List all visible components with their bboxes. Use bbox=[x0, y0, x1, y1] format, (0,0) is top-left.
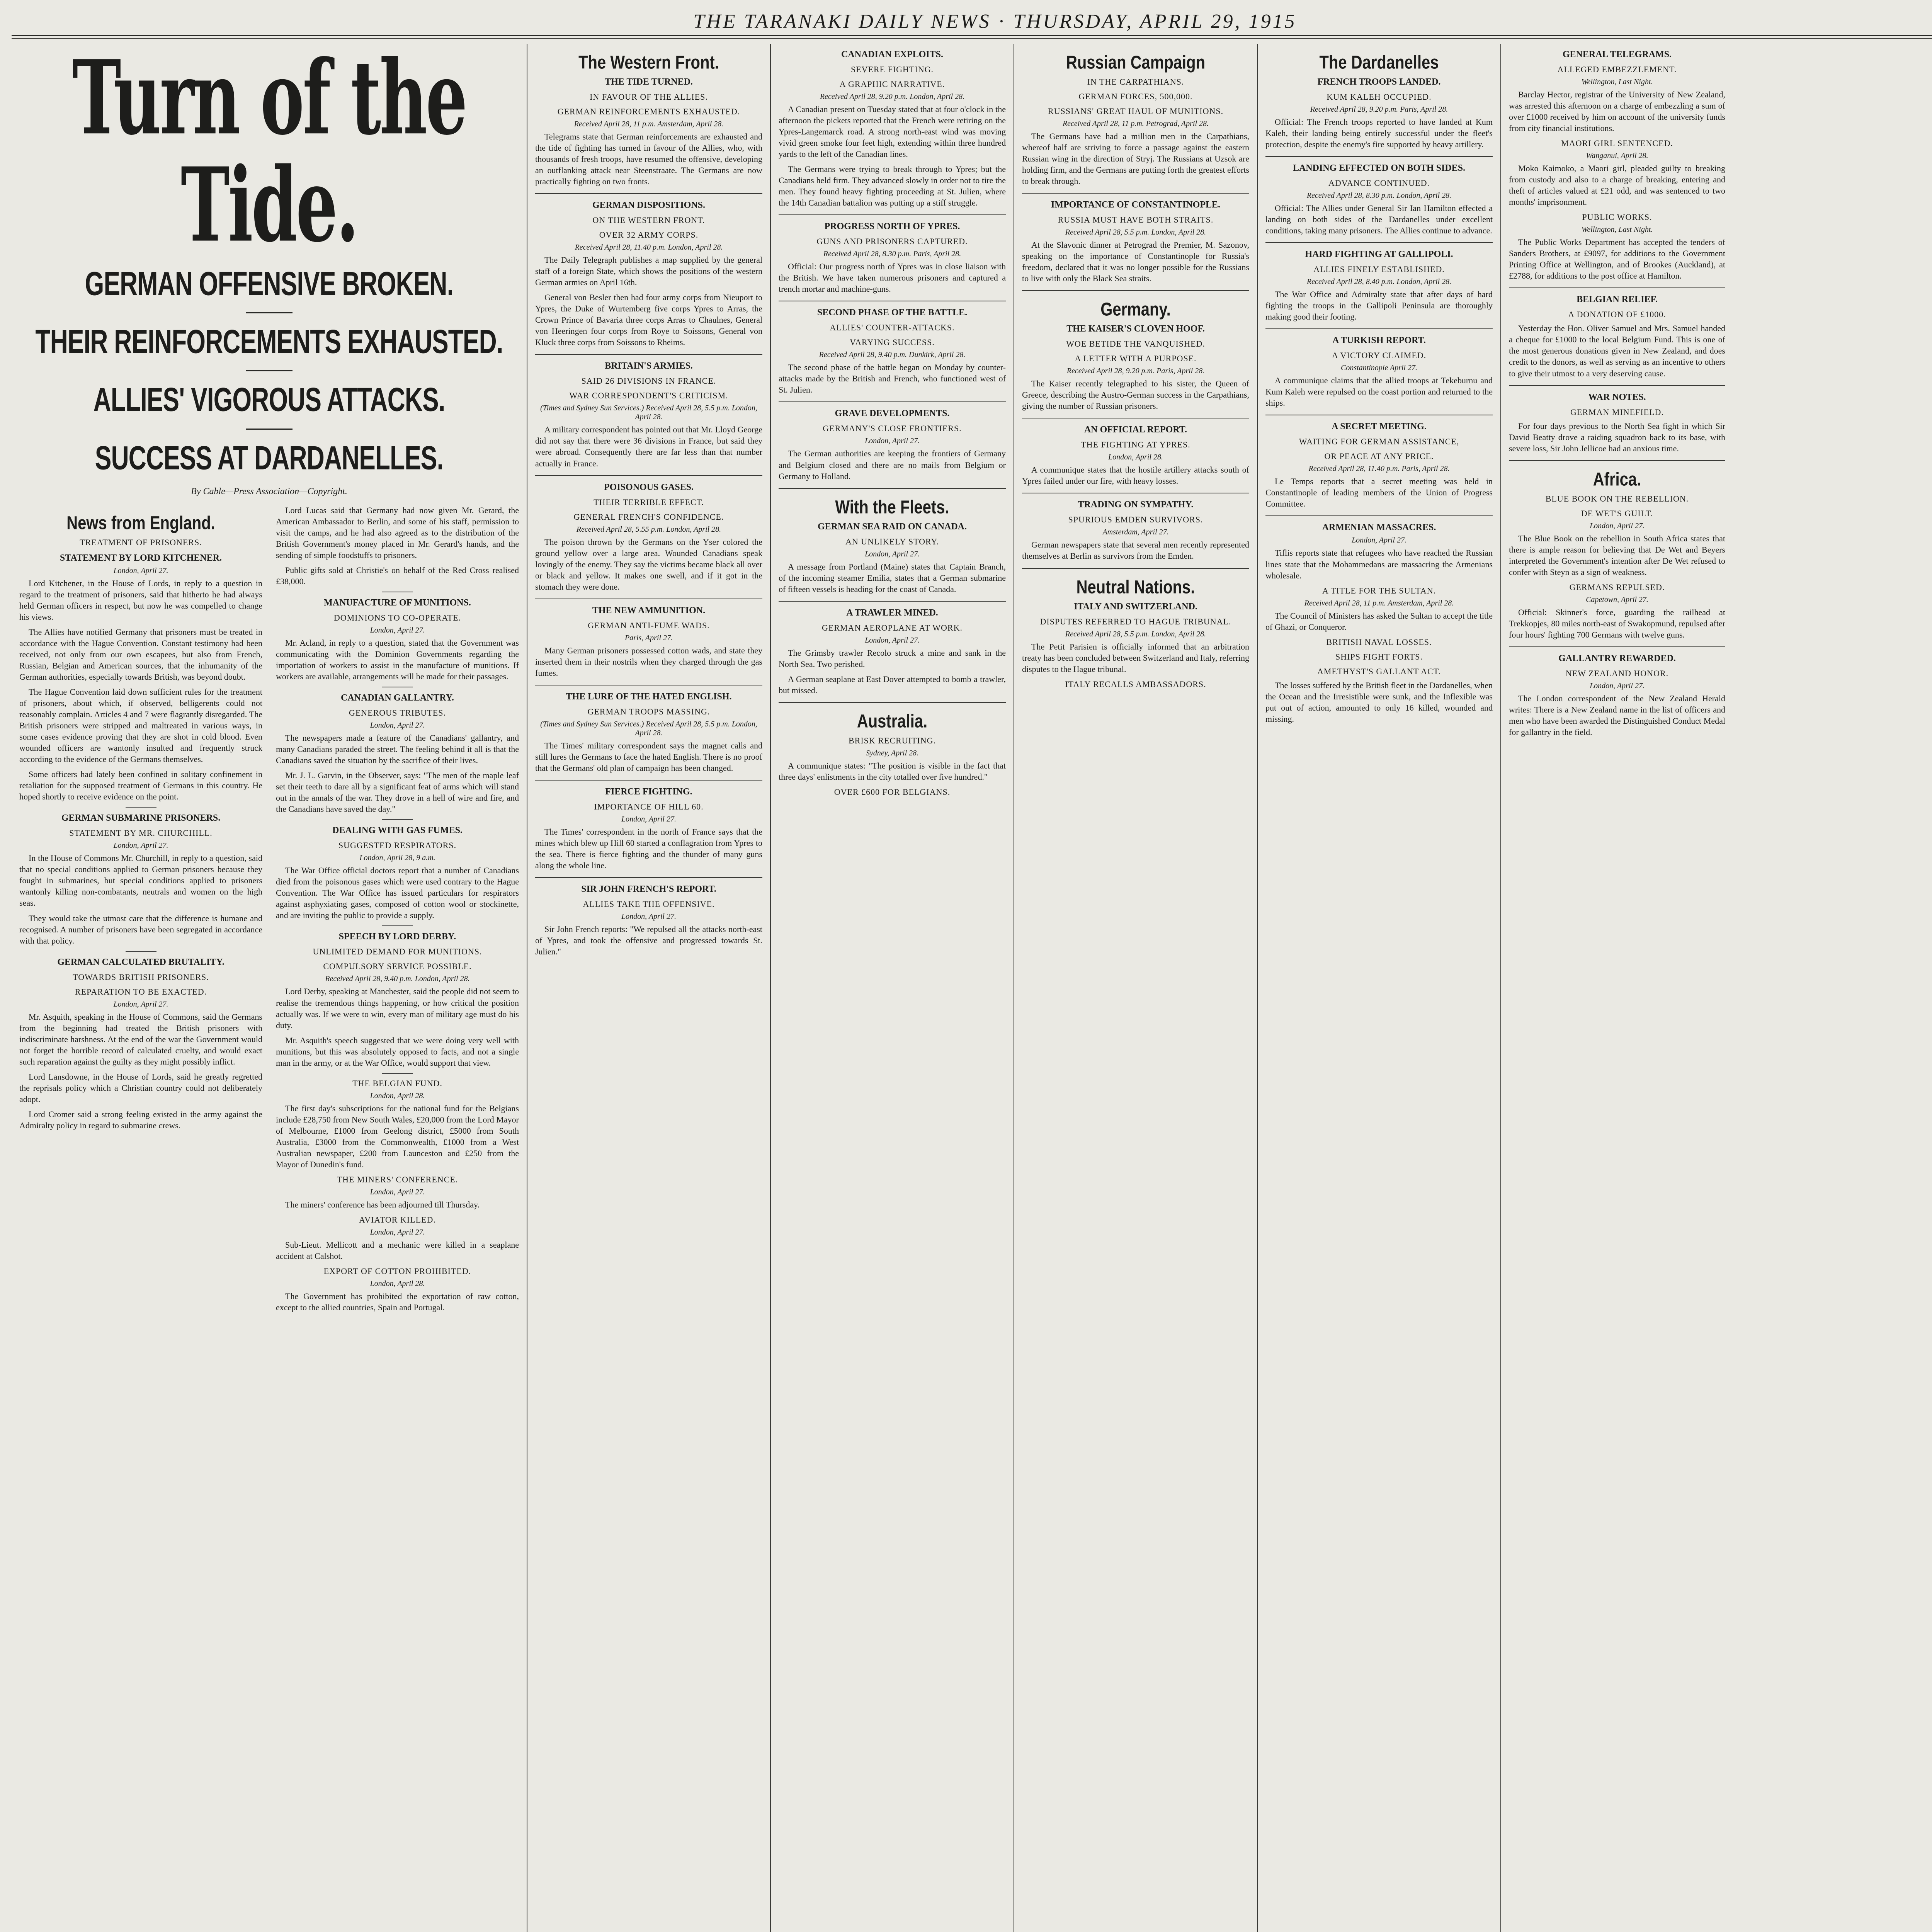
deck-1: GERMAN OFFENSIVE BROKEN. bbox=[85, 265, 454, 303]
kicker: ADVANCE CONTINUED. bbox=[1328, 178, 1430, 188]
paragraph: The Times' correspondent in the north of France says that the mines which blew up Hill 60 started a conflagration from Ypres to the sea. There is fierce fighting and the thunder of many guns along the whole line. bbox=[535, 827, 762, 870]
dateline: London, April 27. bbox=[370, 1187, 425, 1196]
kicker: AVIATOR KILLED. bbox=[359, 1214, 436, 1225]
paragraph: Official: Our progress north of Ypres was in close liaison with the British. We have taken numerous prisoners and captured a trench mortar and machine-guns. bbox=[779, 262, 1006, 294]
kicker: UNLIMITED DEMAND FOR MUNITIONS. bbox=[313, 947, 482, 957]
dateline: Received April 28, 9.40 p.m. London, April 28. bbox=[325, 975, 470, 983]
dateline: London, April 27. bbox=[1352, 536, 1406, 545]
columns bbox=[12, 44, 1932, 1932]
kicker: GERMAN TROOPS MASSING. bbox=[587, 706, 710, 716]
column-1 bbox=[12, 44, 527, 1932]
dateline: London, April 27. bbox=[113, 841, 168, 850]
dateline: London, April 27. bbox=[1590, 681, 1645, 690]
kicker: BLUE BOOK ON THE REBELLION. bbox=[1545, 493, 1689, 503]
kicker: EXPORT OF COTTON PROHIBITED. bbox=[323, 1266, 471, 1276]
paragraph: The Blue Book on the rebellion in South Africa states that there is ample reason for believing that De Wet and Beyers interpreted the Government's intention after De Wet refused to confer with Steyn as a sign of weakness. bbox=[1509, 533, 1725, 577]
dateline: London, April 27. bbox=[370, 1228, 425, 1236]
divider bbox=[535, 354, 762, 355]
section-head: News from England. bbox=[66, 513, 215, 534]
paragraph: The Daily Telegraph publishes a map supplied by the general staff of a foreign State, which shows the positions of the western German armies on April 16th. bbox=[535, 255, 762, 287]
deck-rule bbox=[246, 312, 293, 313]
paragraph: A military correspondent has pointed out that Mr. Lloyd George did not say that there were 36 divisions in France, but said they were abroad. Consequently there are far less than that number actually in France. bbox=[535, 425, 762, 468]
kicker: DOMINIONS TO CO-OPERATE. bbox=[333, 612, 461, 622]
dateline: London, April 27. bbox=[370, 626, 425, 634]
dateline: Received April 28, 11.40 p.m. London, April 28. bbox=[575, 243, 723, 252]
sub-head: HARD FIGHTING AT GALLIPOLI. bbox=[1305, 249, 1453, 260]
paragraph: The miners' conference has been adjourned till Thursday. bbox=[285, 1199, 480, 1209]
kicker: ALLIES TAKE THE OFFENSIVE. bbox=[583, 899, 715, 909]
dateline: Wellington, Last Night. bbox=[1581, 225, 1653, 234]
dateline: Capetown, April 27. bbox=[1586, 595, 1648, 604]
dateline: Received April 28, 11 p.m. Amsterdam, April 28. bbox=[1304, 599, 1454, 607]
sub-head: IMPORTANCE OF CONSTANTINOPLE. bbox=[1051, 200, 1221, 210]
paragraph: The Germans were trying to break through to Ypres; but the Canadians held firm. They advanced slowly in order not to tire the men. They found heavy fighting proceeding at St. Julien, where the 14th Canadian battalion was putting up a stiff struggle. bbox=[779, 164, 1006, 208]
kicker: A DONATION OF £1000. bbox=[1568, 310, 1666, 320]
dateline: London, April 27. bbox=[865, 549, 920, 558]
divider bbox=[779, 601, 1006, 602]
kicker: IN THE CARPATHIANS. bbox=[1087, 77, 1184, 87]
dateline: Sydney, April 28. bbox=[866, 748, 919, 757]
kicker: IN FAVOUR OF THE ALLIES. bbox=[590, 92, 708, 102]
sub-head: AN OFFICIAL REPORT. bbox=[1084, 425, 1187, 435]
divider bbox=[779, 702, 1006, 703]
sub-head: CANADIAN EXPLOITS. bbox=[841, 49, 944, 60]
kicker: GENERAL FRENCH'S CONFIDENCE. bbox=[573, 512, 724, 522]
paragraph: In the House of Commons Mr. Churchill, in reply to a question, said that no special conditions applied to German prisoners because they fought in submarines, but special conditions applied to prisoners wantonly killing non-combatants, neutrals and women on the high seas. bbox=[19, 853, 262, 908]
column-1-right bbox=[276, 505, 519, 1317]
kicker: REPARATION TO BE EXACTED. bbox=[75, 986, 207, 997]
sub-head: CANADIAN GALLANTRY. bbox=[341, 693, 454, 703]
paragraph: The Allies have notified Germany that prisoners must be treated in accordance with the Hague Convention. Constant testimony had been received, not only from our own escapees, but also from French, Russian, Belgian and American sources, that the inhumanity of the German authorities, especially towards British, was beyond doubt. bbox=[19, 627, 262, 682]
kicker: SPURIOUS EMDEN SURVIVORS. bbox=[1068, 515, 1203, 525]
divider bbox=[382, 925, 413, 926]
paragraph: Yesterday the Hon. Oliver Samuel and Mrs. Samuel handed a cheque for £1000 to the local Belgium Fund. This is one of the most generous donations given in New Zealand, and does credit to the donors, as well as serving as an incentive to others to give their utmost to a very deserving cause. bbox=[1509, 323, 1725, 378]
dateline: London, April 27. bbox=[865, 636, 920, 645]
paragraph: Mr. Asquith's speech suggested that we were doing very well with munitions, but this was absolutely opposed to facts, and not a single man in the army, or at the War Office, would support that view. bbox=[276, 1035, 519, 1068]
column-1-left bbox=[19, 505, 268, 1317]
press-credit: By Cable—Press Association—Copyright. bbox=[191, 486, 347, 497]
deck-rule bbox=[246, 429, 293, 430]
kicker: COMPULSORY SERVICE POSSIBLE. bbox=[323, 961, 472, 971]
paragraph: The Government has prohibited the exportation of raw cotton, except to the allied countries, Spain and Portugal. bbox=[276, 1291, 519, 1312]
sub-head: TRADING ON SYMPATHY. bbox=[1078, 500, 1194, 510]
paragraph: At the Slavonic dinner at Petrograd the Premier, M. Sazonov, speaking on the importance of Constantinople for Russia's freedom, declared that it was no longer possible for the Russians to live with only the Black Sea straits. bbox=[1022, 240, 1249, 284]
dateline: Received April 28, 5.55 p.m. London, April 28. bbox=[576, 525, 721, 534]
sub-head: THE LURE OF THE HATED ENGLISH. bbox=[566, 691, 732, 702]
sub-head: LANDING EFFECTED ON BOTH SIDES. bbox=[1293, 163, 1466, 173]
paragraph: General von Besler then had four army corps from Nieuport to Ypres, the Duke of Wurtemberg five corps Ypres to Arras, the Crown Prince of Bavaria three corps Arras to Chaulnes, General von Heeringen four corps from Roye to Soissons, General von Kluck three corps from Soissons to Rheims. bbox=[535, 293, 762, 347]
kicker: AMETHYST'S GALLANT ACT. bbox=[1317, 666, 1441, 676]
sub-head: BELGIAN RELIEF. bbox=[1577, 294, 1658, 305]
divider bbox=[779, 214, 1006, 215]
kicker: SHIPS FIGHT FORTS. bbox=[1335, 651, 1423, 662]
divider bbox=[382, 819, 413, 820]
dateline: London, April 27. bbox=[370, 721, 425, 730]
masthead-rule bbox=[12, 35, 1932, 39]
paragraph: Public gifts sold at Christie's on behalf of the Red Cross realised £38,000. bbox=[276, 565, 519, 586]
kicker: THEIR TERRIBLE EFFECT. bbox=[594, 497, 704, 507]
divider bbox=[1022, 568, 1249, 569]
dateline: Amsterdam, April 27. bbox=[1102, 528, 1169, 537]
paragraph: Official: The French troops reported to have landed at Kum Kaleh, their landing being entirely successful under the fleet's protection, despite the enemy's fire supported by heavy artillery. bbox=[1265, 117, 1493, 150]
sub-head: FRENCH TROOPS LANDED. bbox=[1317, 77, 1441, 87]
dateline: London, April 27. bbox=[113, 566, 168, 575]
paragraph: Lord Derby, speaking at Manchester, said the people did not seem to realise the tremendous things happening, or how critical the position actually was. If we were to win, every man of military age must do his duty. bbox=[276, 986, 519, 1030]
paragraph: The London correspondent of the New Zealand Herald writes: There is a New Zealand name in the list of officers and men who have been awarded the Distinguished Conduct Medal for gallantry in the field. bbox=[1509, 693, 1725, 737]
kicker: THE MINERS' CONFERENCE. bbox=[337, 1174, 458, 1184]
kicker: PUBLIC WORKS. bbox=[1582, 212, 1652, 222]
sub-head: SPEECH BY LORD DERBY. bbox=[338, 932, 456, 942]
paragraph: The poison thrown by the Germans on the Yser colored the ground yellow over a large area. Wounded Canadians speak lovingly of the enemy. They say the victims became black all over or black and yellow. It makes one swell, and if it got in the stomach they were done. bbox=[535, 537, 762, 592]
kicker: A GRAPHIC NARRATIVE. bbox=[839, 79, 945, 89]
section-head: With the Fleets. bbox=[835, 497, 949, 517]
sub-head: GERMAN CALCULATED BRUTALITY. bbox=[57, 957, 224, 967]
paragraph: Barclay Hector, registrar of the University of New Zealand, was arrested this afternoon on a charge of embezzling a sum of over £1000 received by him on account of the university funds from city financial institutions. bbox=[1509, 90, 1725, 133]
kicker: AN UNLIKELY STORY. bbox=[845, 536, 939, 546]
kicker: A LETTER WITH A PURPOSE. bbox=[1075, 354, 1197, 364]
column-1-split bbox=[19, 505, 519, 1317]
sub-head: A TURKISH REPORT. bbox=[1332, 335, 1426, 346]
sub-head: SIR JOHN FRENCH'S REPORT. bbox=[581, 884, 716, 894]
divider bbox=[382, 1073, 413, 1074]
paragraph: Le Temps reports that a secret meeting was held in Constantinople of leading members of the Union of Progress Committee. bbox=[1265, 476, 1493, 509]
paragraph: Mr. Acland, in reply to a question, stated that the Government was communicating with the Dominion Governments regarding the importation of workers to assist in the manufacture of munitions. If workers are available, arrangements will be made for their passages. bbox=[276, 638, 519, 682]
sub-head: ITALY AND SWITZERLAND. bbox=[1074, 601, 1197, 612]
dateline: London, April 27. bbox=[621, 912, 676, 921]
paragraph: Many German prisoners possessed cotton wads, and state they inserted them in their nostrils when they charged through the gas fumes. bbox=[535, 645, 762, 678]
kicker: ON THE WESTERN FRONT. bbox=[592, 215, 705, 225]
dateline: Received April 28, 8.40 p.m. London, April 28. bbox=[1306, 277, 1452, 286]
masthead bbox=[12, 8, 1932, 35]
paragraph: The Hague Convention laid down sufficient rules for the treatment of prisoners, about which, if observed, belligerents could not reasonably complain. Articles 4 and 7 were flagrantly disregarded. The British prisoners were stripped and maltreated in various ways, in some cases evidence proving that they are shot in cold blood. Even wounded officers are wantonly insulted and frequently struck according to the evidence of the Germans themselves. bbox=[19, 687, 262, 764]
sub-head: A TRAWLER MINED. bbox=[846, 607, 938, 618]
kicker: OVER £600 FOR BELGIANS. bbox=[834, 787, 951, 797]
kicker: THE FIGHTING AT YPRES. bbox=[1081, 440, 1190, 450]
dateline: Received April 28, 11 p.m. Amsterdam, April 28. bbox=[574, 120, 724, 128]
sub-head: SECOND PHASE OF THE BATTLE. bbox=[817, 308, 968, 318]
sub-head: STATEMENT BY LORD KITCHENER. bbox=[60, 553, 222, 563]
section-head: Africa. bbox=[1593, 469, 1641, 490]
sub-head: GERMAN SUBMARINE PRISONERS. bbox=[61, 813, 221, 823]
paragraph: A communique claims that the allied troops at Tekeburnu and Kum Kaleh were repulsed on the coast portion and returned to the ships. bbox=[1265, 376, 1493, 408]
dateline: London, April 27. bbox=[865, 437, 920, 446]
kicker: WOE BETIDE THE VANQUISHED. bbox=[1066, 339, 1205, 349]
kicker: KUM KALEH OCCUPIED. bbox=[1327, 92, 1432, 102]
divider bbox=[126, 807, 156, 808]
kicker: NEW ZEALAND HONOR. bbox=[1565, 668, 1669, 678]
section-head: Germany. bbox=[1100, 299, 1171, 320]
dateline: Received April 28, 8.30 p.m. Paris, April 28. bbox=[823, 250, 961, 259]
paragraph: The Kaiser recently telegraphed to his sister, the Queen of Greece, describing the Austro-German success in the Carpathians, giving the number of Russian prisoners. bbox=[1022, 379, 1249, 411]
dateline: Received April 28, 11 p.m. Petrograd, April 28. bbox=[1062, 119, 1209, 128]
paragraph: The losses suffered by the British fleet in the Dardanelles, when the Ocean and the Irresistible were sunk, and the Inflexible was put out of action, amounted to only 16 killed, wounded and missing. bbox=[1265, 680, 1493, 724]
kicker: GERMAN ANTI-FUME WADS. bbox=[588, 620, 710, 630]
deck-4: SUCCESS AT DARDANELLES. bbox=[95, 439, 444, 476]
deck-rule bbox=[246, 370, 293, 371]
paragraph: A Canadian present on Tuesday stated that at four o'clock in the afternoon the pickets reported that the French were retiring on the Ypres-Langemarck road. A strong north-east wind was moving vivid green smoke four feet high, extending within three hundred yards to the left of the Canadian lines. bbox=[779, 104, 1006, 159]
section-head: The Western Front. bbox=[578, 52, 719, 73]
dateline: Paris, April 27. bbox=[624, 633, 673, 642]
paragraph: They would take the utmost care that the difference is humane and recognised. A number of prisoners have been segregated in accordance with that policy. bbox=[19, 913, 262, 946]
paragraph: For four days previous to the North Sea fight in which Sir David Beatty drove a raiding squadron back to its base, with severe loss, Sir John Jellicoe had an anxious time. bbox=[1509, 421, 1725, 453]
sub-head: DEALING WITH GAS FUMES. bbox=[332, 825, 463, 836]
section-head: Australia. bbox=[857, 711, 928, 732]
divider bbox=[535, 780, 762, 781]
kicker: THE BELGIAN FUND. bbox=[352, 1078, 442, 1088]
kicker: OVER 32 ARMY CORPS. bbox=[599, 230, 699, 240]
section-head: Neutral Nations. bbox=[1076, 577, 1195, 597]
paragraph: A German seaplane at East Dover attempted to bomb a trawler, but missed. bbox=[779, 674, 1006, 695]
sub-head: BRITAIN'S ARMIES. bbox=[605, 361, 693, 371]
kicker: GERMANY'S CLOSE FRONTIERS. bbox=[823, 423, 962, 434]
paragraph: Lord Lucas said that Germany had now given Mr. Gerard, the American Ambassador to Berlin, and some of his staff, permission to visit the camps, and he had also agreed as to the distribution of the British Government's money placed in Mr. Gerard's hands, and the sending of simple foodstuffs to prisoners. bbox=[276, 505, 519, 560]
section-head: Russian Campaign bbox=[1066, 52, 1206, 73]
dateline: London, April 28, 9 a.m. bbox=[359, 854, 435, 862]
sub-head: PROGRESS NORTH OF YPRES. bbox=[824, 221, 960, 232]
kicker: RUSSIA MUST HAVE BOTH STRAITS. bbox=[1058, 215, 1214, 225]
paragraph: The Public Works Department has accepted the tenders of Sanders Brothers, at £9097, for additions to the Government Printing Office at Wellington, and of Brookes (Auckland), at £2788, for additions to the post office at Hamilton. bbox=[1509, 237, 1725, 281]
dateline: Received April 28, 11.40 p.m. Paris, April 28. bbox=[1308, 464, 1450, 473]
kicker: GENEROUS TRIBUTES. bbox=[349, 708, 446, 718]
kicker: TREATMENT OF PRISONERS. bbox=[80, 537, 202, 547]
paragraph: A communique states that the hostile artillery attacks south of Ypres failed under our fire, with heavy losses. bbox=[1022, 465, 1249, 486]
sub-head: GERMAN DISPOSITIONS. bbox=[592, 200, 706, 211]
kicker: GERMAN FORCES, 500,000. bbox=[1078, 92, 1193, 101]
paragraph: Moko Kaimoko, a Maori girl, pleaded guilty to breaking from custody and also to a charge of breaking, entering and theft of articles valued at £21 odd, and was sentenced to two months' imprisonment. bbox=[1509, 163, 1725, 207]
dateline: London, April 28. bbox=[1108, 453, 1163, 462]
dateline: Received April 28, 9.20 p.m. London, April 28. bbox=[820, 92, 965, 101]
column-6 bbox=[1501, 44, 1733, 1932]
paragraph: The German authorities are keeping the frontiers of Germany and Belgium closed and there are no mails from Belgium or Germany to Holland. bbox=[779, 449, 1006, 481]
column-2 bbox=[527, 44, 771, 1932]
paragraph: The Grimsby trawler Recolo struck a mine and sank in the North Sea. Two perished. bbox=[779, 648, 1006, 669]
kicker: VARYING SUCCESS. bbox=[850, 337, 935, 347]
dateline: Received April 28, 9.40 p.m. Dunkirk, April 28. bbox=[819, 350, 966, 359]
dateline: (Times and Sydney Sun Services.) Received April 28, 5.5 p.m. London, April 28. bbox=[540, 719, 757, 737]
kicker: TOWARDS BRITISH PRISONERS. bbox=[73, 972, 209, 982]
paragraph: The War Office and Admiralty state that after days of hard fighting the troops in the Gallipoli Peninsula are thoroughly making good their footing. bbox=[1265, 289, 1493, 322]
divider bbox=[535, 193, 762, 194]
dateline: London, April 27. bbox=[1590, 521, 1645, 530]
kicker: SUGGESTED RESPIRATORS. bbox=[338, 840, 457, 850]
kicker: WAITING FOR GERMAN ASSISTANCE, bbox=[1299, 437, 1459, 447]
kicker: BRITISH NAVAL LOSSES. bbox=[1326, 637, 1432, 647]
kicker: BRISK RECRUITING. bbox=[848, 735, 936, 745]
paper-name: THE TARANAKI DAILY NEWS bbox=[693, 10, 991, 32]
sub-head: MANUFACTURE OF MUNITIONS. bbox=[324, 597, 471, 608]
sub-head: GRAVE DEVELOPMENTS. bbox=[835, 408, 950, 419]
paragraph: The Council of Ministers has asked the Sultan to accept the title of Ghazi, or Conqueror. bbox=[1265, 611, 1493, 632]
paragraph: Sir John French reports: "We repulsed all the attacks north-east of Ypres, and took the offensive and progressed towards St. Julien." bbox=[535, 924, 762, 957]
dateline: Received April 28, 9.20 p.m. Paris, April 28. bbox=[1310, 105, 1448, 114]
kicker: ALLIES' COUNTER-ATTACKS. bbox=[830, 323, 955, 333]
divider bbox=[1509, 460, 1725, 461]
divider bbox=[1265, 328, 1493, 329]
dateline: Constantinople April 27. bbox=[1341, 364, 1417, 372]
divider bbox=[535, 877, 762, 878]
kicker: DISPUTES REFERRED TO HAGUE TRIBUNAL. bbox=[1040, 616, 1231, 626]
dateline: London, April 27. bbox=[621, 815, 676, 823]
dateline: Wanganui, April 28. bbox=[1586, 151, 1648, 160]
divider bbox=[126, 951, 156, 952]
kicker: GERMAN MINEFIELD. bbox=[1570, 407, 1664, 417]
paragraph: Tiflis reports state that refugees who have reached the Russian lines state that the Mohammedans are massacring the Armenians wholesale. bbox=[1265, 548, 1493, 580]
deck-2: THEIR REINFORCEMENTS EXHAUSTED. bbox=[35, 323, 503, 361]
paragraph: Some officers had lately been confined in solitary confinement in retaliation for the supposed treatment of Germans in this country. He hoped shortly to receive evidence on the point. bbox=[19, 769, 262, 802]
masthead-separator: · bbox=[998, 10, 1006, 32]
dateline: Received April 28, 5.5 p.m. London, April 28. bbox=[1065, 629, 1206, 638]
paragraph: The second phase of the battle began on Monday by counter-attacks made by the British and French, who functioned west of St. Julien. bbox=[779, 362, 1006, 395]
paragraph: Sub-Lieut. Mellicott and a mechanic were killed in a seaplane accident at Calshot. bbox=[276, 1240, 519, 1261]
kicker: SAID 26 DIVISIONS IN FRANCE. bbox=[581, 376, 716, 386]
lead-headline: Turn of the Tide. bbox=[72, 44, 466, 265]
divider bbox=[1265, 242, 1493, 243]
sub-head: ARMENIAN MASSACRES. bbox=[1322, 522, 1436, 533]
column-3 bbox=[771, 44, 1014, 1932]
paragraph: German newspapers state that several men recently represented themselves at Berlin as survivors from the Emden. bbox=[1022, 540, 1249, 561]
paragraph: The Times' military correspondent says the magnet calls and still lures the Germans to face the hated English. There is no proof that the Germans' old plan of campaign has been changed. bbox=[535, 740, 762, 773]
divider bbox=[1509, 646, 1725, 647]
paragraph: Mr. J. L. Garvin, in the Observer, says: "The men of the maple leaf set their teeth to dare all by a significant feat of arms which will stand out in the annals of the war. They drove in a hell of wire and fire, and the Canadians have saved the day." bbox=[276, 770, 519, 814]
dateline: Received April 28, 5.5 p.m. London, April 28. bbox=[1065, 228, 1206, 237]
dateline: London, April 28. bbox=[370, 1279, 425, 1288]
kicker: ITALY RECALLS AMBASSADORS. bbox=[1065, 679, 1206, 689]
column-4 bbox=[1014, 44, 1258, 1932]
paragraph: A communique states: "The position is visible in the fact that three days' enlistments in the city totalled over five hundred." bbox=[779, 760, 1006, 782]
paragraph: The first day's subscriptions for the national fund for the Belgians include £28,750 from New South Wales, £20,000 from the Lord Mayor of Melbourne, £1000 from Geelong district, £5000 from South Australia, £3000 from the Commonwealth, £1000 from a West Australian newspaper, £200 from Launceston and £250 from the Mayor of Dunedin's fund. bbox=[276, 1103, 519, 1169]
paragraph: Telegrams state that German reinforcements are exhausted and the tide of fighting has turned in favour of the Allies, who, with thousands of fresh troops, have resumed the offensive, developing an outflanking attack near Steenstraate. The Germans are now practically fighting on two fronts. bbox=[535, 132, 762, 187]
divider bbox=[1265, 515, 1493, 516]
kicker: OR PEACE AT ANY PRICE. bbox=[1324, 451, 1434, 461]
kicker: ALLIES FINELY ESTABLISHED. bbox=[1313, 264, 1445, 274]
kicker: MAORI GIRL SENTENCED. bbox=[1561, 138, 1673, 148]
sub-head: THE TIDE TURNED. bbox=[605, 77, 693, 87]
paragraph: Official: The Allies under General Sir Ian Hamilton effected a landing on both sides of the Dardanelles under excellent conditions, taking many prisoners. The Allies continue to advance. bbox=[1265, 203, 1493, 236]
paragraph: The Germans have had a million men in the Carpathians, whereof half are striving to force a passage against the eastern Russian wing in the direction of Stryj. The Russians at Uzsok are holding firm, and the Germans are putting forth the greatest efforts to break through. bbox=[1022, 131, 1249, 186]
sub-head: GENERAL TELEGRAMS. bbox=[1562, 49, 1672, 60]
dateline: (Times and Sydney Sun Services.) Received April 28, 5.5 p.m. London, April 28. bbox=[540, 404, 757, 422]
dateline: London, April 27. bbox=[113, 1000, 168, 1009]
paragraph: Lord Cromer said a strong feeling existed in the army against the Admiralty policy in regard to submarine crews. bbox=[19, 1109, 262, 1130]
kicker: GERMAN AEROPLANE AT WORK. bbox=[822, 622, 963, 633]
sub-head: A SECRET MEETING. bbox=[1332, 422, 1427, 432]
kicker: WAR CORRESPONDENT'S CRITICISM. bbox=[569, 391, 728, 401]
paragraph: Lord Lansdowne, in the House of Lords, said he greatly regretted the reprisals policy which a Christian country could not deliberately adopt. bbox=[19, 1071, 262, 1104]
paragraph: Mr. Asquith, speaking in the House of Commons, said the Germans from the beginning had treated the British prisoners with indiscriminate harshness. At the end of the war the Government would not forget the horrible record of calculated cruelty, and would exact such reparation against the guilty as they might possibly inflict. bbox=[19, 1012, 262, 1066]
paragraph: The newspapers made a feature of the Canadians' gallantry, and many Canadians paraded the street. The feeling behind it all is that the Canadians saved the situation by the sacrifice of their lives. bbox=[276, 733, 519, 765]
kicker: STATEMENT BY MR. CHURCHILL. bbox=[69, 828, 213, 838]
sub-head: THE KAISER'S CLOVEN HOOF. bbox=[1066, 324, 1205, 334]
kicker: RUSSIANS' GREAT HAUL OF MUNITIONS. bbox=[1048, 106, 1224, 116]
kicker: SEVERE FIGHTING. bbox=[851, 65, 934, 74]
divider bbox=[535, 475, 762, 476]
section-head: The Dardanelles bbox=[1319, 52, 1439, 73]
kicker: GUNS AND PRISONERS CAPTURED. bbox=[816, 236, 968, 247]
divider bbox=[1509, 385, 1725, 386]
kicker: IMPORTANCE OF HILL 60. bbox=[594, 801, 704, 811]
sub-head: GALLANTRY REWARDED. bbox=[1558, 653, 1676, 663]
sub-head: GERMAN SEA RAID ON CANADA. bbox=[817, 521, 967, 532]
issue-date: THURSDAY, APRIL 29, 1915 bbox=[1013, 10, 1297, 32]
divider bbox=[779, 488, 1006, 489]
dateline: Wellington, Last Night. bbox=[1581, 78, 1653, 86]
paragraph: Lord Kitchener, in the House of Lords, in reply to a question in regard to the treatment of prisoners, said that hitherto he had always held German officers in respect, but now he was compelled to change his views. bbox=[19, 578, 262, 622]
column-5 bbox=[1258, 44, 1501, 1932]
divider bbox=[1022, 290, 1249, 291]
paragraph: Official: Skinner's force, guarding the railhead at Trekkopjes, 80 miles north-east of Swakopmund, repulsed after four hours' fighting 700 Germans with twelve guns. bbox=[1509, 607, 1725, 639]
sub-head: WAR NOTES. bbox=[1588, 392, 1646, 402]
dateline: Received April 28, 8.30 p.m. London, April 28. bbox=[1306, 191, 1452, 200]
sub-head: FIERCE FIGHTING. bbox=[605, 786, 692, 797]
kicker: GERMANS REPULSED. bbox=[1569, 582, 1665, 592]
deck-3: ALLIES' VIGOROUS ATTACKS. bbox=[93, 381, 445, 418]
sub-head: POISONOUS GASES. bbox=[604, 482, 694, 492]
dateline: London, April 28. bbox=[370, 1091, 425, 1100]
kicker: A TITLE FOR THE SULTAN. bbox=[1322, 585, 1436, 595]
divider bbox=[1509, 287, 1725, 288]
paragraph: The War Office official doctors report that a number of Canadians died from the poisonous gases which were used contrary to the Hague Convention. The War Office has issued particulars for respirators against asphyxiating gases, composed of cotton wool or stockinette, and are inviting the public to provide a supply. bbox=[276, 866, 519, 920]
divider bbox=[1265, 156, 1493, 157]
sub-head: THE NEW AMMUNITION. bbox=[592, 605, 706, 616]
kicker: A VICTORY CLAIMED. bbox=[1332, 350, 1427, 361]
dateline: Received April 28, 9.20 p.m. Paris, April 28. bbox=[1066, 367, 1205, 376]
paragraph: The Petit Parisien is officially informed that an arbitration treaty has been concluded between Switzerland and Italy, referring disputes to the Hague tribunal. bbox=[1022, 641, 1249, 674]
paragraph: A message from Portland (Maine) states that Captain Branch, of the incoming steamer Emilia, states that a German submarine of fifteen vessels is heading for the coast of Canada. bbox=[779, 561, 1006, 594]
kicker: GERMAN REINFORCEMENTS EXHAUSTED. bbox=[557, 107, 740, 116]
divider bbox=[779, 401, 1006, 402]
divider bbox=[1022, 193, 1249, 194]
kicker: DE WET'S GUILT. bbox=[1581, 508, 1653, 518]
kicker: ALLEGED EMBEZZLEMENT. bbox=[1557, 65, 1677, 74]
